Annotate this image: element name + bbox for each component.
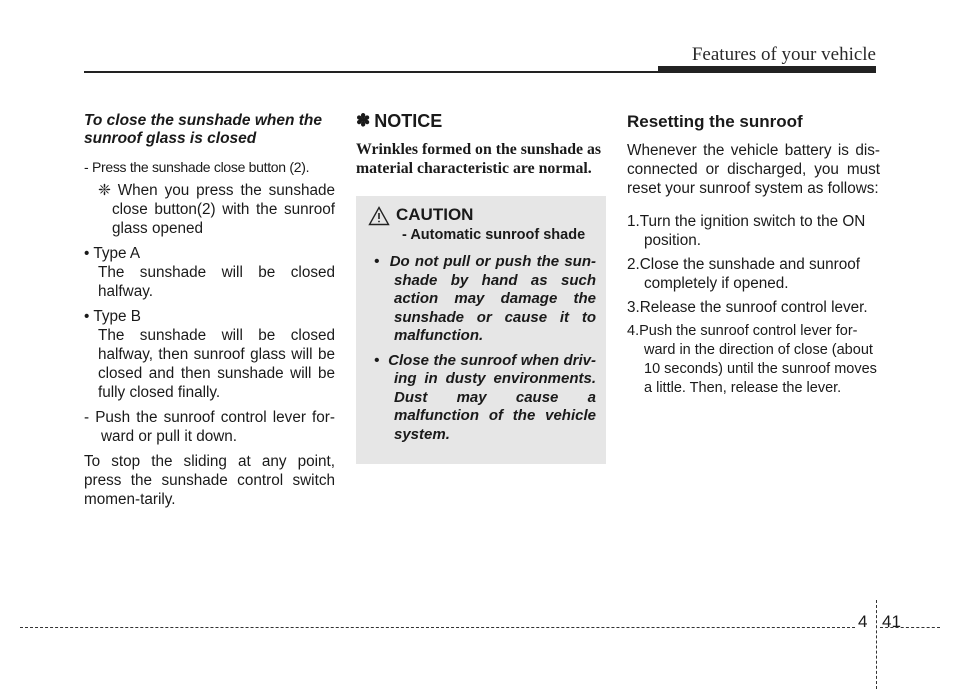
note-symbol-icon: ❈ [98, 182, 111, 199]
type-b-label: • Type B [84, 308, 141, 325]
reset-step: 4.Push the sunroof control lever for-ward in the direction of close (about 10 seconds) until the sunroof moves a little. Then, release the lever. [627, 323, 877, 396]
caution-item: • Do not pull or push the sun-shade by hand as such action may damage the sunshade or cause it to malfunction. [374, 253, 596, 344]
step-push-lever: - Push the sunroof control lever for-ward or pull it down. [84, 409, 335, 445]
column-left [84, 108, 335, 515]
reset-intro: Whenever the vehicle battery is dis-connected or discharged, you must reset your sunroof system as follows: [627, 142, 880, 197]
caution-title: CAUTION [396, 205, 474, 224]
section-heading-close-sunshade: To close the sunshade when the sunroof glass is closed [84, 112, 322, 147]
type-a-item [84, 244, 335, 301]
caution-item: • Close the sunroof when driv-ing in dusty environments. Dust may cause a malfunction of the vehicle system. [374, 351, 596, 443]
caution-box [356, 196, 606, 464]
reset-step: 1.Turn the ignition switch to the ON position. [627, 213, 866, 249]
header-title: Features of your vehicle [691, 44, 876, 65]
reset-step: 2.Close the sunshade and sunroof completely if opened. [627, 256, 861, 292]
notice-title: NOTICE [374, 111, 443, 131]
footer-rule [20, 627, 855, 628]
notice-heading [356, 110, 606, 132]
caution-header [368, 205, 596, 226]
type-b-item [84, 307, 335, 402]
type-b-text: The sunshade will be closed halfway, then sunroof glass will be closed and then sunshade will be fully closed finally. [98, 327, 335, 401]
section-heading-resetting-sunroof: Resetting the sunroof [627, 112, 803, 131]
header-rule-accent [658, 66, 876, 72]
note-text: When you press the sunshade close button(2) with the sunroof glass opened [112, 182, 335, 237]
caution-subtitle: - Automatic sunroof shade [402, 227, 586, 243]
warning-triangle-icon [368, 206, 390, 226]
step-press-close-button: - Press the sunshade close button (2). [84, 159, 310, 175]
column-middle [356, 108, 606, 464]
note-item [84, 181, 335, 238]
notice-star-icon: ✽ [356, 111, 371, 130]
type-a-label: • Type A [84, 245, 141, 262]
reset-step: 3.Release the sunroof control lever. [627, 299, 868, 316]
page-number: 41 [882, 612, 901, 631]
type-a-text: The sunshade will be closed halfway. [98, 264, 335, 300]
chapter-number: 4 [858, 612, 868, 631]
footer-divider [876, 600, 877, 689]
notice-text: Wrinkles formed on the sunshade as material characteristic are normal. [356, 141, 602, 177]
stop-sliding-text: To stop the sliding at any point, press the sunshade control switch momen-tarily. [84, 453, 335, 508]
column-right [627, 108, 880, 403]
